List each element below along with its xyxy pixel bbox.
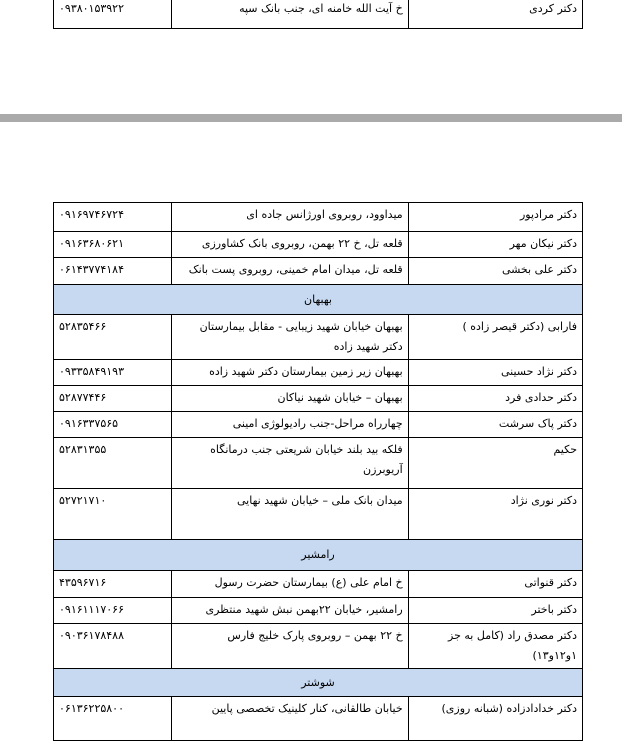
pharmacy-name: دکتر نیکان مهر	[408, 232, 582, 258]
pharmacy-name: دکتر نژاد حسینی	[408, 360, 582, 386]
pharmacy-phone: ۰۹۱۶۳۶۸۰۶۲۱	[54, 232, 172, 258]
pharmacy-address: چهارراه مراحل-جنب رادیولوژی امینی	[172, 412, 408, 438]
pharmacy-phone: ۵۲۸۳۱۳۵۵	[54, 438, 172, 489]
table-row	[54, 412, 583, 438]
page-separator	[0, 114, 622, 122]
table-row	[54, 258, 583, 285]
pharmacy-address: خ آیت الله خامنه ای، جنب بانک سپه	[172, 0, 408, 29]
table-row	[54, 624, 583, 669]
pharmacy-name: دکتر پاک سرشت	[408, 412, 582, 438]
pharmacy-phone: ۵۲۸۳۵۴۶۶	[54, 315, 172, 360]
pharmacy-phone: ۰۶۱۳۶۲۲۵۸۰۰	[54, 697, 172, 741]
pharmacy-name: فارابی (دکتر قیصر زاده )	[408, 315, 582, 360]
pharmacy-name: دکتر کردی	[408, 0, 582, 29]
pharmacy-address: میدان بانک ملی – خیابان شهید نهایی	[172, 489, 408, 540]
pharmacy-table-page2	[53, 202, 583, 741]
pharmacy-phone: ۰۶۱۴۳۷۷۴۱۸۴	[54, 258, 172, 285]
pharmacy-address: بهبهان خیابان شهید زیبایی - مقابل بیمارستان دکتر شهید زاده	[172, 315, 408, 360]
section-title: شوشتر	[54, 669, 583, 697]
table-row	[54, 232, 583, 258]
pharmacy-phone: ۰۹۰۳۶۱۷۸۴۸۸	[54, 624, 172, 669]
pharmacy-name: دکتر نوری نژاد	[408, 489, 582, 540]
table-row	[54, 360, 583, 386]
pharmacy-name: دکتر باختر	[408, 598, 582, 624]
section-header-behbahan	[54, 285, 583, 315]
section-title: بهبهان	[54, 285, 583, 315]
pharmacy-phone: ۰۹۳۳۵۸۴۹۱۹۳	[54, 360, 172, 386]
pharmacy-name: دکتر قنواتی	[408, 571, 582, 598]
table-row	[54, 315, 583, 360]
pharmacy-address: قلعه تل، خ ۲۲ بهمن، روبروی بانک کشاورزی	[172, 232, 408, 258]
table-row	[54, 0, 583, 29]
table-row	[54, 489, 583, 540]
section-title: رامشیر	[54, 540, 583, 571]
section-header-ramshir	[54, 540, 583, 571]
pharmacy-phone: ۴۳۵۹۶۷۱۶	[54, 571, 172, 598]
pharmacy-phone: ۰۹۱۶۹۷۴۶۷۲۴	[54, 203, 172, 232]
table-row	[54, 438, 583, 489]
pharmacy-phone: ۵۲۸۷۷۴۴۶	[54, 386, 172, 412]
pharmacy-name: دکتر خدادادزاده (شبانه روزی)	[408, 697, 582, 741]
pharmacy-phone: ۰۹۳۸۰۱۵۳۹۲۲	[54, 0, 172, 29]
table-row	[54, 203, 583, 232]
pharmacy-address: فلکه بید بلند خیابان شریعتی جنب درمانگاه آریوبرزن	[172, 438, 408, 489]
section-header-shushtar	[54, 669, 583, 697]
pharmacy-address: خ امام علی (ع) بیمارستان حضرت رسول	[172, 571, 408, 598]
pharmacy-address: خ ۲۲ بهمن – روبروی پارک خلیج فارس	[172, 624, 408, 669]
pharmacy-address: بهبهان – خیابان شهید نیاکان	[172, 386, 408, 412]
table-row	[54, 598, 583, 624]
pharmacy-table-page1	[53, 0, 583, 29]
pharmacy-name: حکیم	[408, 438, 582, 489]
pharmacy-phone: ۵۲۷۲۱۷۱۰	[54, 489, 172, 540]
table-row	[54, 386, 583, 412]
pharmacy-address: بهبهان زیر زمین بیمارستان دکتر شهید زاده	[172, 360, 408, 386]
pharmacy-name: دکتر حدادی فرد	[408, 386, 582, 412]
pharmacy-address: میداوود، روبروی اورژانس جاده ای	[172, 203, 408, 232]
pharmacy-address: قلعه تل، میدان امام خمینی، روبروی پست بانک	[172, 258, 408, 285]
pharmacy-phone: ۰۹۱۶۱۱۱۷۰۶۶	[54, 598, 172, 624]
pharmacy-phone: ۰۹۱۶۳۳۷۵۶۵	[54, 412, 172, 438]
pharmacy-name: دکتر مصدق راد (کامل به جز ۱و۱۲و۱۳)	[408, 624, 582, 669]
table-row	[54, 571, 583, 598]
pharmacy-address: خیابان طالقانی، کنار کلینیک تخصصی پایین	[172, 697, 408, 741]
pharmacy-name: دکتر علی بخشی	[408, 258, 582, 285]
table-row	[54, 697, 583, 741]
pharmacy-name: دکتر مرادپور	[408, 203, 582, 232]
pharmacy-address: رامشیر، خیابان ۲۲بهمن نبش شهید منتظری	[172, 598, 408, 624]
